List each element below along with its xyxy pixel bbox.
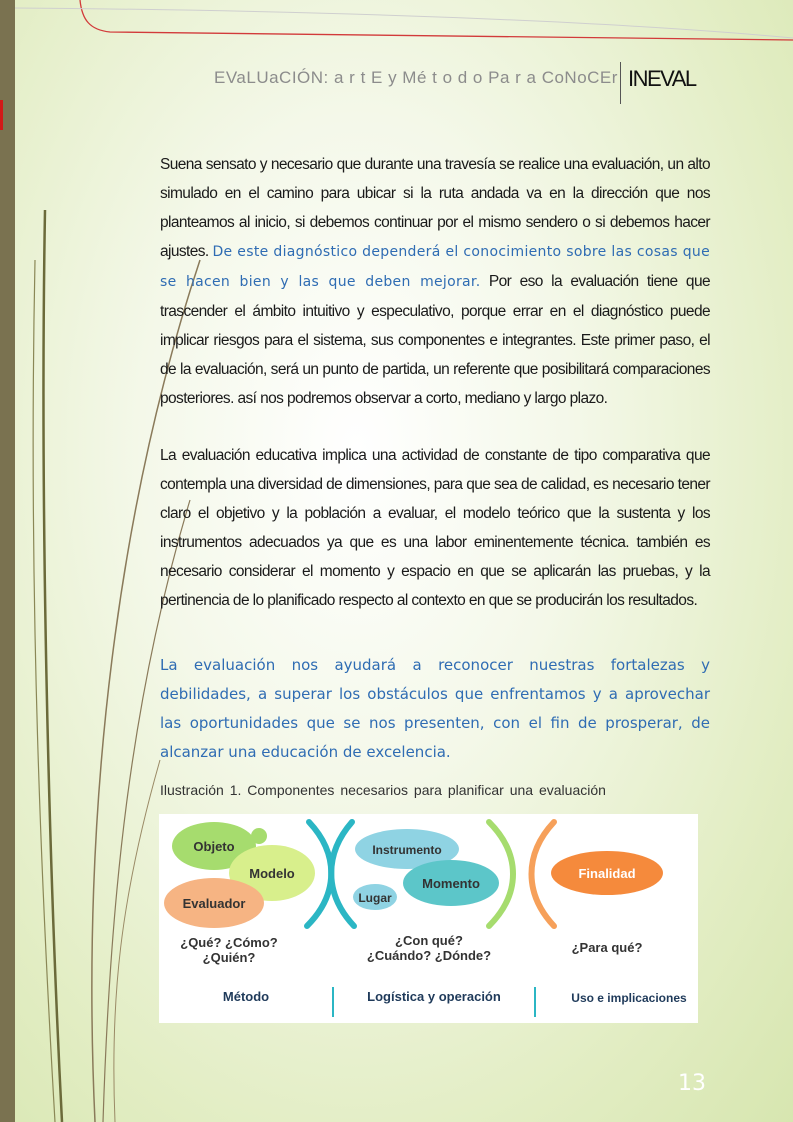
question-1-line1: ¿Qué? ¿Cómo? [180,935,278,950]
question-2-line2: ¿Cuándo? ¿Dónde? [366,948,492,963]
figure-caption: Ilustración 1. Componentes necesarios para planificar una evaluación [160,782,606,798]
paragraph-1-text: Suena sensato y necesario que durante una travesía se realice una evaluación, un alto simulado en el camino para ubicar si la ruta andada va en la dirección que nos planteamos al inicio, si debemos continuar por el mismo sendero o si debemos hacer ajustes. [160,156,710,260]
label-evaluador: Evaluador [182,896,246,911]
label-objeto: Objeto [193,839,235,854]
question-2-line1: ¿Con qué? [395,933,463,948]
question-1-line2: ¿Quién? [202,950,256,965]
header-title: EVaLUaCIÓN: a r t E y Mé t o d o Pa r a CoNoCEr [214,68,618,87]
footer-logistica: Logística y operación [367,989,501,1004]
label-instrumento: Instrumento [372,843,442,857]
footer-metodo: Método [222,989,270,1004]
label-finalidad: Finalidad [578,866,636,881]
paragraph-2: La evaluación educativa implica una actividad de constante de tipo comparativa que contempla una diversidad de dimensiones, para que sea de calidad, es necesario tener claro el objetivo y la población a evaluar, el modelo teórico que la sustenta y los instrumentos adecuados ya que es una labor eminentemente técnica. también es necesario considerar el momento y espacio en que se aplicarán las pruebas, y la pertinencia de lo planificado respecto al contexto en que se producirán los resultados. [160,447,710,609]
header-divider [620,62,621,104]
label-lugar: Lugar [358,891,392,905]
paragraph-1-highlight: De este diagnóstico dependerá el conocimiento sobre las cosas que se hacen bien y las que deben mejorar. [160,244,711,290]
bracket-teal-left [331,822,354,926]
brand-logo-text: INEVAL [628,66,696,91]
paragraph-1 [160,150,710,413]
page-number: 13 [678,1071,706,1096]
figure-components [159,814,698,1023]
bracket-orange [532,822,555,926]
label-momento: Momento [422,876,480,891]
label-modelo: Modelo [249,866,295,881]
paragraph-3: La evaluación nos ayudará a reconocer nuestras fortalezas y debilidades, a superar los obstáculos que enfrentamos y a aprovechar las oportunidades que se nos presenten, con el fin de prosperar, de alcanzar una educación de excelencia. [160,656,710,761]
footer-uso: Uso e implicaciones [571,991,687,1005]
question-3: ¿Para qué? [571,940,643,955]
paragraph-1-text-end: Por eso la evaluación tiene que trascender el ámbito intuitivo y especulativo, porque errar en el diagnóstico puede implicar riesgos para el sistema, sus componentes e integrantes. Este primer paso, el de la evaluación, será un punto de partida, un referente que posibilitará comparaciones posteriores. así nos podremos observar a corto, mediano y largo plazo. [160,273,710,407]
